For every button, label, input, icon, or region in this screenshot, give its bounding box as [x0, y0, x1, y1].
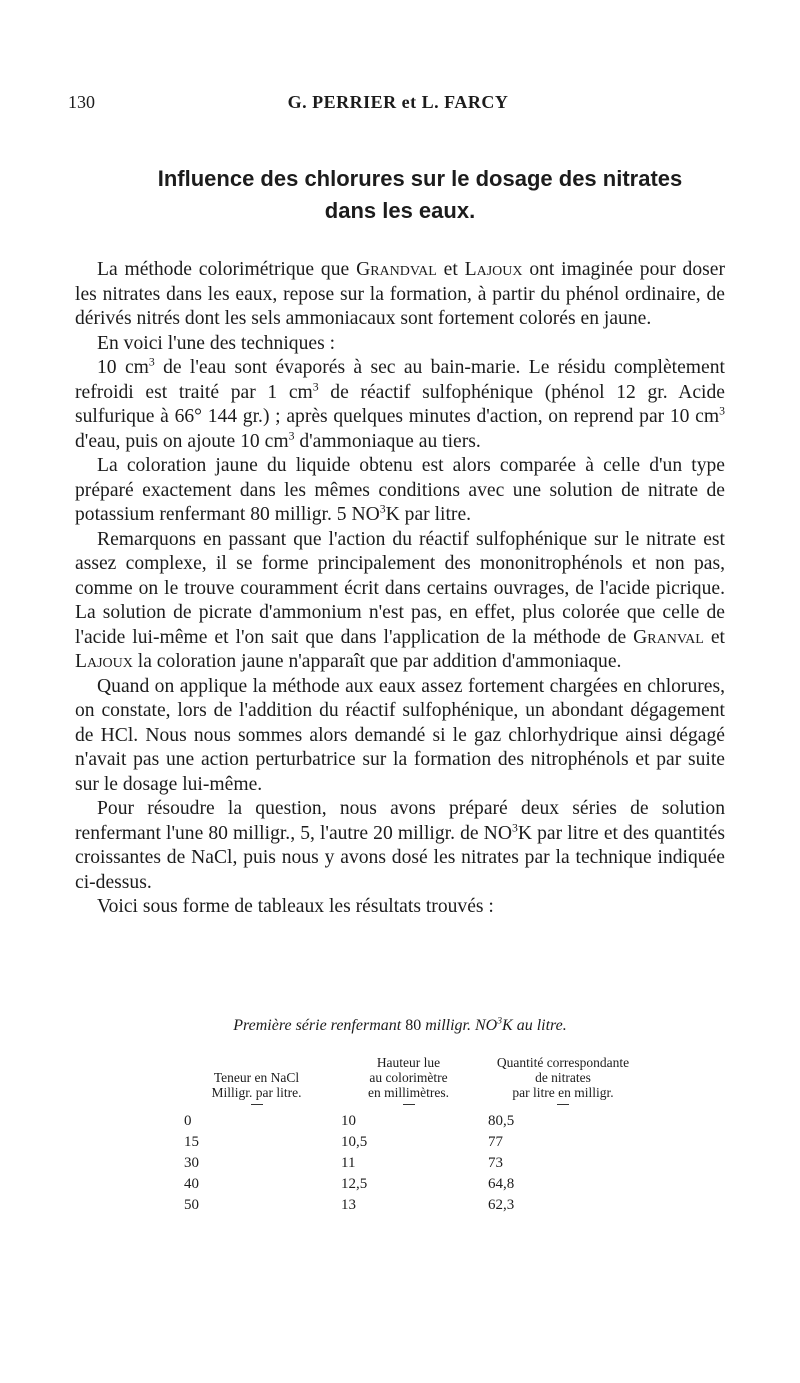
table-row [178, 1174, 644, 1195]
table-cell: 0 [184, 1113, 192, 1129]
paragraph-3: 10 $cm^3$ de l'eau sont évaporés à sec au bain-marie. Le résidu complètement refroidi est traité par 1 $cm^3$ de réactif sulfophénique (phénol 12 gr. Acide sulfurique à 66° 144 gr.) ; après quelques minutes d'action, on reprend par 10 $cm^3$ d'eau, puis on ajoute 10 $cm^3$ d'ammoniaque au tiers. [75, 355, 725, 452]
table-cell: 64,8 [488, 1176, 515, 1192]
author-name: Lajoux [75, 651, 133, 672]
table-cell: 73 [488, 1155, 503, 1171]
running-head-authors: G. PERRIER et L. FARCY [287, 92, 509, 112]
paragraph-6: Quand on applique la méthode aux eaux assez fortement chargées en chlorures, on constate, lors de l'addition du réactif sulfophénique, un abondant dégagement de HCl. Nous nous sommes alors demandé si le gaz chlorhydrique ainsi dégagé n'avait pas une action perturbatrice sur la formation des nitrophénols et par suite sur le dosage lui-même. [75, 675, 725, 795]
table-cell: 11 [341, 1155, 356, 1171]
paragraph-4: La coloration jaune du liquide obtenu est alors comparée à celle d'un type préparé exactement dans les mêmes conditions avec une solution de nitrate de potassium renfermant 80 milligr. 5 $NO^3K$ par litre. [75, 455, 725, 525]
author-name: Grandval [356, 259, 437, 280]
paragraph-2: En voici l'une des techniques : [97, 332, 336, 354]
table-cell: 10,5 [341, 1134, 368, 1150]
table-row [178, 1195, 644, 1216]
table-cell: 80,5 [488, 1113, 515, 1129]
table-cell: 12,5 [341, 1176, 368, 1192]
paragraph-7: Pour résoudre la question, nous avons préparé deux séries de solution renfermant l'une 80 milligr., 5, l'autre 20 milligr. de $NO^3K$ par litre et des quantités croissantes de NaCl, puis nous y avons dosé les nitrates par la technique indiquée ci-dessus. [75, 798, 725, 893]
table-cell: 62,3 [488, 1197, 515, 1213]
author-name: Granval [633, 626, 704, 648]
table-cell: 30 [184, 1155, 199, 1171]
table-row [178, 1153, 644, 1174]
article-title-line-2: dans les eaux. [324, 198, 476, 223]
table-row [178, 1132, 644, 1153]
table-row [178, 1111, 644, 1132]
header-rule [251, 1104, 263, 1105]
column-header: Teneur en NaCl Milligr. par litre. [178, 1055, 335, 1111]
article-body [75, 258, 725, 920]
table-cell: 13 [341, 1197, 356, 1213]
table-cell: 50 [184, 1197, 199, 1213]
table-cell: 15 [184, 1134, 199, 1150]
paragraph-5: Remarquons en passant que l'action du réactif sulfophénique sur le nitrate est assez complexe, il se forme principalement des mononitrophénols et non pas, comme on le trouve couramment écrit dans certains ouvrages, de l'acide picrique. La solution de picrate d'ammonium n'est pas, en effet, plus colorée que celle de l'acide lui-même et l'on sait que dans l'application de la méthode de Granval et Lajoux la coloration jaune n'apparaît que par addition d'ammoniaque. [75, 528, 725, 672]
paragraph-1: La méthode colorimétrique que Grandval et Lajoux ont imaginée pour doser les nitrates dans les eaux, repose sur la formation, à partir du phénol ordinaire, de dérivés nitrés dont les sels ammoniacaux sont fortement colorés en jaune. [75, 259, 725, 329]
table-cell: 77 [488, 1134, 503, 1150]
article-title-line-1: Influence des chlorures sur le dosage des nitrates [157, 166, 683, 191]
results-table [178, 1055, 644, 1216]
paragraph-8: Voici sous forme de tableaux les résultats trouvés : [97, 896, 494, 917]
table-header-row [178, 1055, 644, 1111]
column-header: Quantité correspondante de nitrates par litre en milligr. [482, 1055, 644, 1111]
table-caption: Première série renfermant 80 milligr. $NO^3K$ au litre. [233, 1015, 567, 1034]
author-name: Lajoux [464, 259, 523, 280]
header-rule [557, 1104, 569, 1105]
table-cell: 10 [341, 1113, 356, 1129]
header-rule [403, 1104, 415, 1105]
column-header: Hauteur lue au colorimètre en millimètres. [335, 1055, 482, 1111]
table-cell: 40 [184, 1176, 199, 1192]
page-number: 130 [68, 92, 95, 112]
running-header [68, 92, 728, 122]
